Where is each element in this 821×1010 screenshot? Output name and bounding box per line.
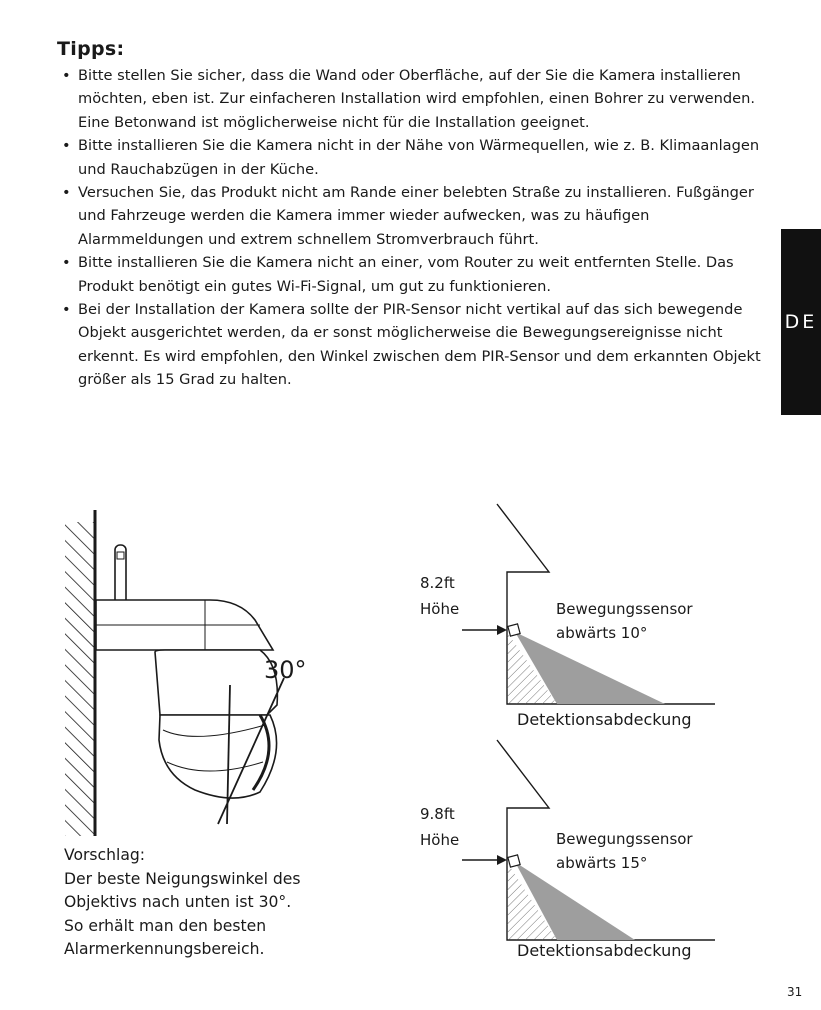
suggestion-line: So erhält man den besten [64,916,267,935]
sensor-icon [508,855,520,867]
coverage-caption: Detektionsabdeckung [517,710,692,729]
tips-heading: Tipps: [57,38,125,60]
suggestion-line: Vorschlag: [64,846,146,864]
suggestion-text [64,844,364,962]
tips-list [62,64,774,392]
language-tab [781,229,821,415]
tip-item: • Bitte stellen Sie sicher, dass die Wand oder Oberfläche, auf der Sie die Kamera installieren möchten, eben ist. Zur einfacheren Installation wird empfohlen, einen Bohrer zu verwenden. Eine Betonwand ist möglicherweise nicht für die Installation geeignet. [62,64,774,134]
sensor-tilt: abwärts 10° [556,624,648,642]
camera-dome [159,715,277,798]
sensor-name: Bewegungssensor [556,600,693,618]
tilt-angle-label: 30° [264,656,307,684]
page-number: 31 [787,985,803,999]
mount-height-label: Höhe [420,600,460,618]
mount-height-value: 9.8ft [420,805,455,823]
tip-item: • Bei der Installation der Kamera sollte der PIR-Sensor nicht vertikal auf das sich bewegende Objekt ausgerichtet werden, da er sonst möglicherweise die Bewegungsereignisse nicht erkennt. Es wird empfohlen, den Winkel zwischen dem PIR-Sensor und dem erkannten Objekt größer als 15 Grad zu halten. [62,298,774,392]
suggestion-line: Alarmerkennungsbereich. [64,940,265,959]
coverage-caption: Detektionsabdeckung [517,941,692,960]
language-tab-label: DE [784,311,818,333]
sensor-tilt: abwärts 15° [556,854,648,872]
mount-height-value: 8.2ft [420,574,455,592]
tip-item: • Bitte installieren Sie die Kamera nicht in der Nähe von Wärmequellen, wie z. B. Klimaanlagen und Rauchabzügen in der Küche. [62,134,774,181]
suggestion-line: Der beste Neigungswinkel des [64,869,301,888]
wall-hatching [65,522,95,836]
camera-body [155,650,277,715]
sensor-name: Bewegungssensor [556,830,693,848]
tip-item: • Bitte installieren Sie die Kamera nicht an einer, vom Router zu weit entfernten Stelle. Das Produkt benötigt ein gutes Wi-Fi-Signal, um gut zu funktionieren. [62,251,774,298]
sensor-icon [508,624,520,636]
suggestion-line: Objektivs nach unten ist 30°. [64,893,292,912]
mount-height-label: Höhe [420,831,460,849]
tip-item: • Versuchen Sie, das Produkt nicht am Rande einer belebten Straße zu installieren. Fußgänger und Fahrzeuge werden die Kamera immer wieder aufwecken, was zu häufigen Alarmmeldungen und extrem schnellem Stromverbrauch führt. [62,181,774,251]
